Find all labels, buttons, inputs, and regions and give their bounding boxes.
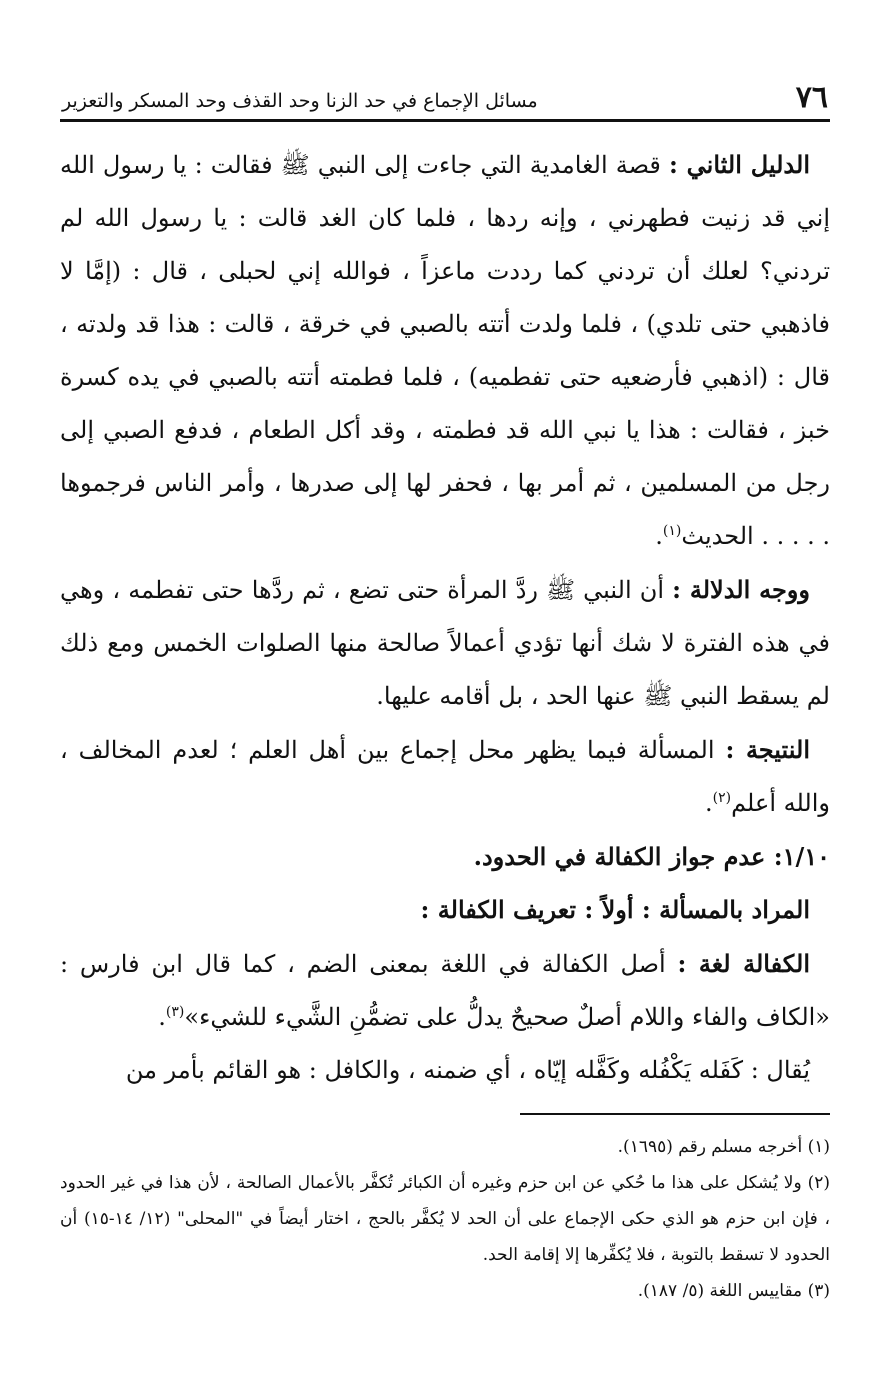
- paragraph-text: قصة الغامدية التي جاءت إلى النبي ﷺ فقالت : يا رسول الله إني قد زنيت فطهرني ، وإنه ردها ، فلما كان الغد قالت : يا رسول الله لم تردني؟ لعلك أن تردني كما رددت ماعزاً ، فوالله إني لحبلى ، قال : (إمَّا لا فاذهبي حتى تلدي) ، فلما ولدت أتته بالصبي في خرقة ، قالت : هذا قد ولدته ، قال : (اذهبي فأرضعيه حتى تفطميه) ، فلما فطمته أتته بالصبي في يده كسرة خبز ، فقالت : هذا يا نبي الله قد فطمته ، وقد أكل الطعام ، فدفع الصبي إلى رجل من المسلمين ، ثم أمر بها ، فحفر لها إلى صدرها ، وأمر الناس فرجموها . . . . . الحديث: [60, 151, 830, 550]
- page-number: ٧٦: [795, 80, 828, 115]
- paragraph-text: يُقال : كَفَله يَكْفُله وكَفَّله إيّاه ، أي ضمنه ، والكافل : هو القائم بأمر من: [125, 1056, 810, 1084]
- footnote-mark: (١): [807, 1137, 830, 1157]
- footnote-2: [60, 1165, 830, 1273]
- subheading: [60, 883, 830, 937]
- paragraph-lead: ووجه الدلالة :: [672, 575, 810, 604]
- book-page: [60, 78, 830, 1368]
- footnote-mark: (٣): [807, 1281, 830, 1301]
- paragraph-end: .: [655, 522, 663, 550]
- paragraph-lead: الكفالة لغة :: [677, 949, 810, 978]
- paragraph-second-evidence: [60, 138, 830, 563]
- paragraph-text: أولاً : تعريف الكفالة :: [420, 895, 642, 924]
- footnotes: [60, 1129, 830, 1309]
- paragraph-end: .: [158, 1003, 166, 1031]
- footnote-ref-1: (١): [662, 523, 682, 539]
- paragraph-kafala-definition: [60, 937, 830, 1044]
- paragraph-conclusion: [60, 723, 830, 830]
- paragraph-text: أن النبي ﷺ ردَّ المرأة حتى تضع ، ثم ردَّها حتى تفطمه ، وهي في هذه الفترة لا شك أنها تؤدي أعمالاً صالحة منها الصلوات الخمس ومع ذلك لم يسقط النبي ﷺ عنها الحد ، بل أقامه عليها.: [60, 576, 830, 710]
- page-header: [60, 78, 830, 122]
- footnote-ref-3: (٣): [165, 1004, 185, 1020]
- footnote-1: [60, 1129, 830, 1165]
- footnote-text: ولا يُشكل على هذا ما حُكي عن ابن حزم وغيره أن الكبائر تُكفَّر بالأعمال الصالحة ، لأن هذا في غير الحدود ، فإن ابن حزم هو الذي حكى الإجماع على أن الحد لا يُكفَّر بالحج ، اختار أيضاً في "المحلى" (١٢/ ١٤-١٥) أن الحدود لا تسقط بالتوبة ، فلا يُكفِّرها إلا إقامة الحد.: [60, 1173, 831, 1265]
- paragraph-lead: المراد بالمسألة :: [641, 895, 810, 924]
- paragraph-kafala-usage: [60, 1044, 830, 1097]
- footnote-3: [60, 1273, 830, 1309]
- footnote-divider: [520, 1113, 830, 1115]
- footnote-text: مقاييس اللغة (٥/ ١٨٧).: [637, 1281, 803, 1301]
- footnote-text: أخرجه مسلم رقم (١٦٩٥).: [617, 1137, 803, 1157]
- paragraph-evidence-meaning: [60, 563, 830, 723]
- footnote-ref-2: (٢): [712, 790, 732, 806]
- section-heading: ١/١٠: عدم جواز الكفالة في الحدود.: [473, 842, 830, 871]
- paragraph-lead: النتيجة :: [725, 735, 811, 764]
- paragraph-text: المسألة فيما يظهر محل إجماع بين أهل العلم ؛ لعدم المخالف ، والله أعلم: [60, 736, 830, 817]
- footnote-mark: (٢): [807, 1173, 831, 1193]
- running-title: مسائل الإجماع في حد الزنا وحد القذف وحد المسكر والتعزير: [62, 90, 538, 113]
- paragraph-lead: الدليل الثاني :: [668, 150, 810, 179]
- paragraph-end: .: [704, 789, 713, 817]
- main-text: [60, 138, 830, 1097]
- paragraph-text: أصل الكفالة في اللغة بمعنى الضم ، كما قال ابن فارس : «الكاف والفاء واللام أصلٌ صحيحٌ يدلُّ على تضمُّنِ الشَّيء للشيء»: [60, 950, 830, 1031]
